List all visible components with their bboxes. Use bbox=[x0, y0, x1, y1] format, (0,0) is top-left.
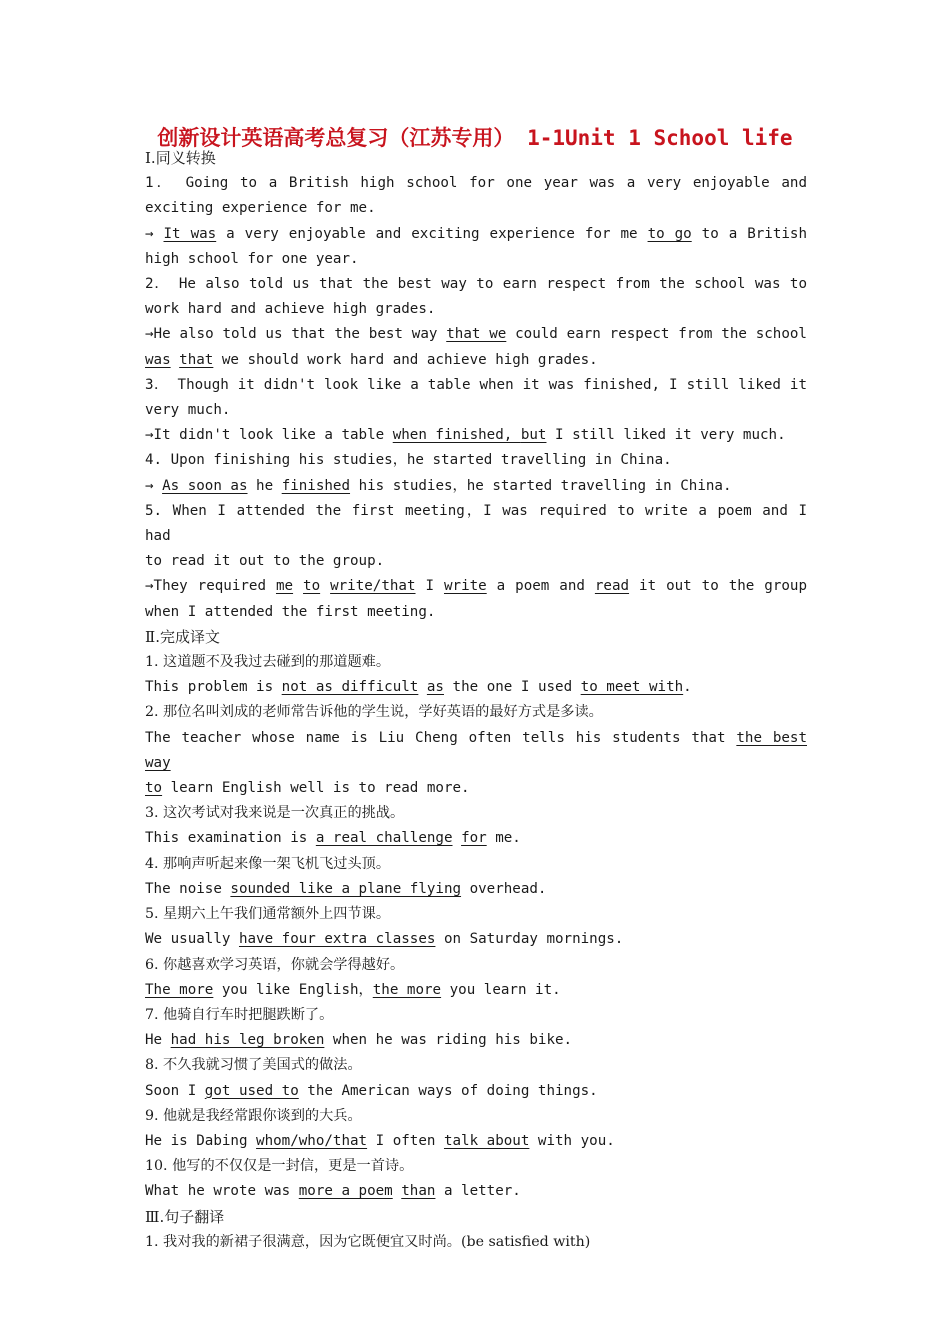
blank-answer: a real challenge bbox=[315, 830, 453, 847]
blank-answer: the more bbox=[372, 981, 442, 998]
blank-answer: for bbox=[461, 830, 487, 847]
text: to a British bbox=[691, 225, 808, 242]
text bbox=[293, 578, 303, 594]
english-sentence-3 bbox=[145, 826, 807, 851]
english-sentence-2-line-1 bbox=[145, 726, 807, 776]
section-heading-3: Ⅲ.句子翻译 bbox=[145, 1207, 225, 1226]
chinese-sentence-8: 8. 不久我就习惯了美国式的做法。 bbox=[145, 1057, 362, 1074]
text: me. bbox=[486, 830, 521, 847]
text bbox=[320, 578, 330, 594]
text: I often bbox=[367, 1132, 444, 1149]
answer-4 bbox=[145, 474, 807, 499]
chinese-sentence-10: 10. 他写的不仅仅是一封信，更是一首诗。 bbox=[145, 1158, 414, 1175]
document-body bbox=[145, 146, 807, 1255]
text bbox=[171, 352, 180, 368]
text: the American ways of doing things. bbox=[298, 1082, 598, 1099]
blank-answer: me bbox=[275, 578, 294, 595]
text: I bbox=[415, 578, 444, 595]
answer-5-line-2: when I attended the first meeting. bbox=[145, 603, 436, 620]
blank-answer: got used to bbox=[204, 1082, 299, 1099]
blank-answer: that we bbox=[446, 326, 507, 343]
english-sentence-8 bbox=[145, 1079, 807, 1104]
text: on Saturday mornings. bbox=[435, 931, 624, 948]
text: with you. bbox=[529, 1132, 615, 1149]
text: This examination is bbox=[145, 830, 316, 847]
text: it out to the group bbox=[629, 578, 807, 595]
answer-3 bbox=[145, 423, 807, 448]
english-sentence-9 bbox=[145, 1129, 807, 1154]
question-2-line-2: work hard and achieve high grades. bbox=[145, 301, 436, 318]
question-5-line-2: to read it out to the group. bbox=[145, 553, 385, 570]
english-sentence-7 bbox=[145, 1028, 807, 1053]
blank-answer: The more bbox=[145, 981, 214, 998]
blank-answer: to bbox=[145, 780, 163, 797]
blank-answer: that bbox=[179, 351, 214, 368]
text: . bbox=[683, 679, 692, 696]
blank-answer: finished bbox=[281, 477, 351, 494]
blank-answer: was bbox=[145, 351, 171, 368]
section-heading-2: Ⅱ.完成译文 bbox=[145, 627, 220, 646]
answer-2-line-2 bbox=[145, 348, 807, 373]
text: The noise bbox=[145, 880, 231, 897]
answer-1-line-2: high school for one year. bbox=[145, 250, 359, 267]
text bbox=[453, 830, 462, 846]
blank-answer: as bbox=[426, 679, 444, 696]
blank-answer: when finished, bbox=[392, 427, 521, 444]
blank-answer: write bbox=[443, 578, 487, 595]
answer-5-line-1 bbox=[145, 574, 807, 599]
text: He bbox=[145, 1032, 171, 1049]
blank-answer: It was bbox=[163, 225, 217, 242]
question-1-line-1: 1． Going to a British high school for one year was a very enjoyable and bbox=[145, 175, 807, 192]
text: overhead. bbox=[461, 880, 547, 897]
text: his studies，he started travelling in China. bbox=[350, 477, 732, 494]
text: when he was riding his bike. bbox=[324, 1032, 573, 1049]
chinese-sentence-6: 6. 你越喜欢学习英语，你就会学得越好。 bbox=[145, 956, 405, 973]
blank-answer: had his leg broken bbox=[170, 1032, 325, 1049]
text: learn English well is to read more. bbox=[162, 780, 470, 797]
section-heading-1: Ⅰ.同义转换 bbox=[145, 149, 216, 167]
blank-answer: to go bbox=[647, 225, 692, 242]
english-sentence-1 bbox=[145, 675, 807, 700]
blank-answer: but bbox=[520, 427, 547, 444]
chinese-sentence-9: 9. 他就是我经常跟你谈到的大兵。 bbox=[145, 1107, 362, 1124]
blank-answer: than bbox=[401, 1183, 436, 1200]
text: you learn it. bbox=[441, 981, 561, 998]
english-sentence-10 bbox=[145, 1179, 807, 1204]
text: he bbox=[247, 477, 282, 494]
chinese-sentence-3: 3. 这次考试对我来说是一次真正的挑战。 bbox=[145, 805, 405, 822]
blank-answer: to meet with bbox=[580, 679, 684, 696]
arrow: → bbox=[145, 225, 164, 242]
question-3-line-1: 3． Though it didn't look like a table when it was finished, I still liked it bbox=[145, 376, 807, 393]
blank-answer: sounded like a plane flying bbox=[230, 880, 462, 897]
blank-answer: more a poem bbox=[298, 1183, 393, 1200]
question-4: 4. Upon finishing his studies，he started travelling in China. bbox=[145, 452, 672, 469]
answer-1-line-1 bbox=[145, 222, 807, 247]
text: What he wrote was bbox=[145, 1183, 299, 1200]
question-1-line-2: exciting experience for me. bbox=[145, 200, 376, 217]
blank-answer: read bbox=[594, 578, 630, 595]
text bbox=[418, 679, 427, 695]
chinese-sentence-5: 5. 星期六上午我们通常额外上四节课。 bbox=[145, 906, 391, 923]
text: we should work hard and achieve high grades. bbox=[213, 351, 598, 368]
text: →It didn't look like a table bbox=[145, 427, 393, 444]
text: a very enjoyable and exciting experience for me bbox=[216, 225, 648, 242]
chinese-sentence-2: 2. 那位名叫刘成的老师常告诉他的学生说，学好英语的最好方式是多读。 bbox=[145, 704, 603, 721]
question-3-line-2: very much. bbox=[145, 402, 231, 419]
text: you like English， bbox=[213, 981, 373, 998]
text: We usually bbox=[145, 931, 239, 948]
question-5-line-1: 5. When I attended the first meeting，I was required to write a poem and I had bbox=[145, 502, 807, 545]
question-2-line-1: 2． He also told us that the best way to earn respect from the school was to bbox=[145, 276, 807, 293]
text bbox=[393, 1183, 402, 1199]
blank-answer: the best way bbox=[145, 729, 807, 771]
translation-sentence-1: 1. 我对我的新裙子很满意，因为它既便宜又时尚。(be satisfied with) bbox=[145, 1233, 591, 1250]
english-sentence-4 bbox=[145, 877, 807, 902]
blank-answer: As soon as bbox=[162, 477, 248, 494]
blank-answer: talk about bbox=[443, 1132, 530, 1149]
chinese-sentence-7: 7. 他骑自行车时把腿跌断了。 bbox=[145, 1006, 334, 1023]
blank-answer: to bbox=[303, 578, 321, 595]
english-sentence-6 bbox=[145, 978, 807, 1003]
blank-answer: write/that bbox=[330, 578, 416, 595]
chinese-sentence-1: 1. 这道题不及我过去碰到的那道题难。 bbox=[145, 654, 391, 671]
english-sentence-5 bbox=[145, 927, 807, 952]
text: This problem is bbox=[145, 679, 282, 696]
text: Soon I bbox=[145, 1082, 205, 1099]
text: could earn respect from the school bbox=[506, 326, 807, 343]
text: I still liked it very much. bbox=[546, 427, 786, 444]
arrow: → bbox=[145, 477, 163, 494]
blank-answer: whom/who/that bbox=[256, 1132, 368, 1149]
text: the one I used bbox=[443, 679, 581, 696]
document-title: 创新设计英语高考总复习（江苏专用） 1-1Unit 1 School life bbox=[157, 126, 793, 150]
text: a poem and bbox=[486, 578, 595, 595]
blank-answer: have four extra classes bbox=[238, 931, 436, 948]
text: He is Dabing bbox=[145, 1132, 257, 1149]
english-sentence-2-line-2 bbox=[145, 776, 807, 801]
text: a letter. bbox=[435, 1183, 521, 1200]
text: The teacher whose name is Liu Cheng often tells his students that bbox=[145, 729, 737, 746]
text: →He also told us that the best way bbox=[145, 326, 447, 343]
text: →They required bbox=[145, 578, 276, 595]
blank-answer: not as difficult bbox=[281, 679, 419, 696]
chinese-sentence-4: 4. 那响声听起来像一架飞机飞过头顶。 bbox=[145, 855, 391, 872]
answer-2-line-1 bbox=[145, 322, 807, 347]
